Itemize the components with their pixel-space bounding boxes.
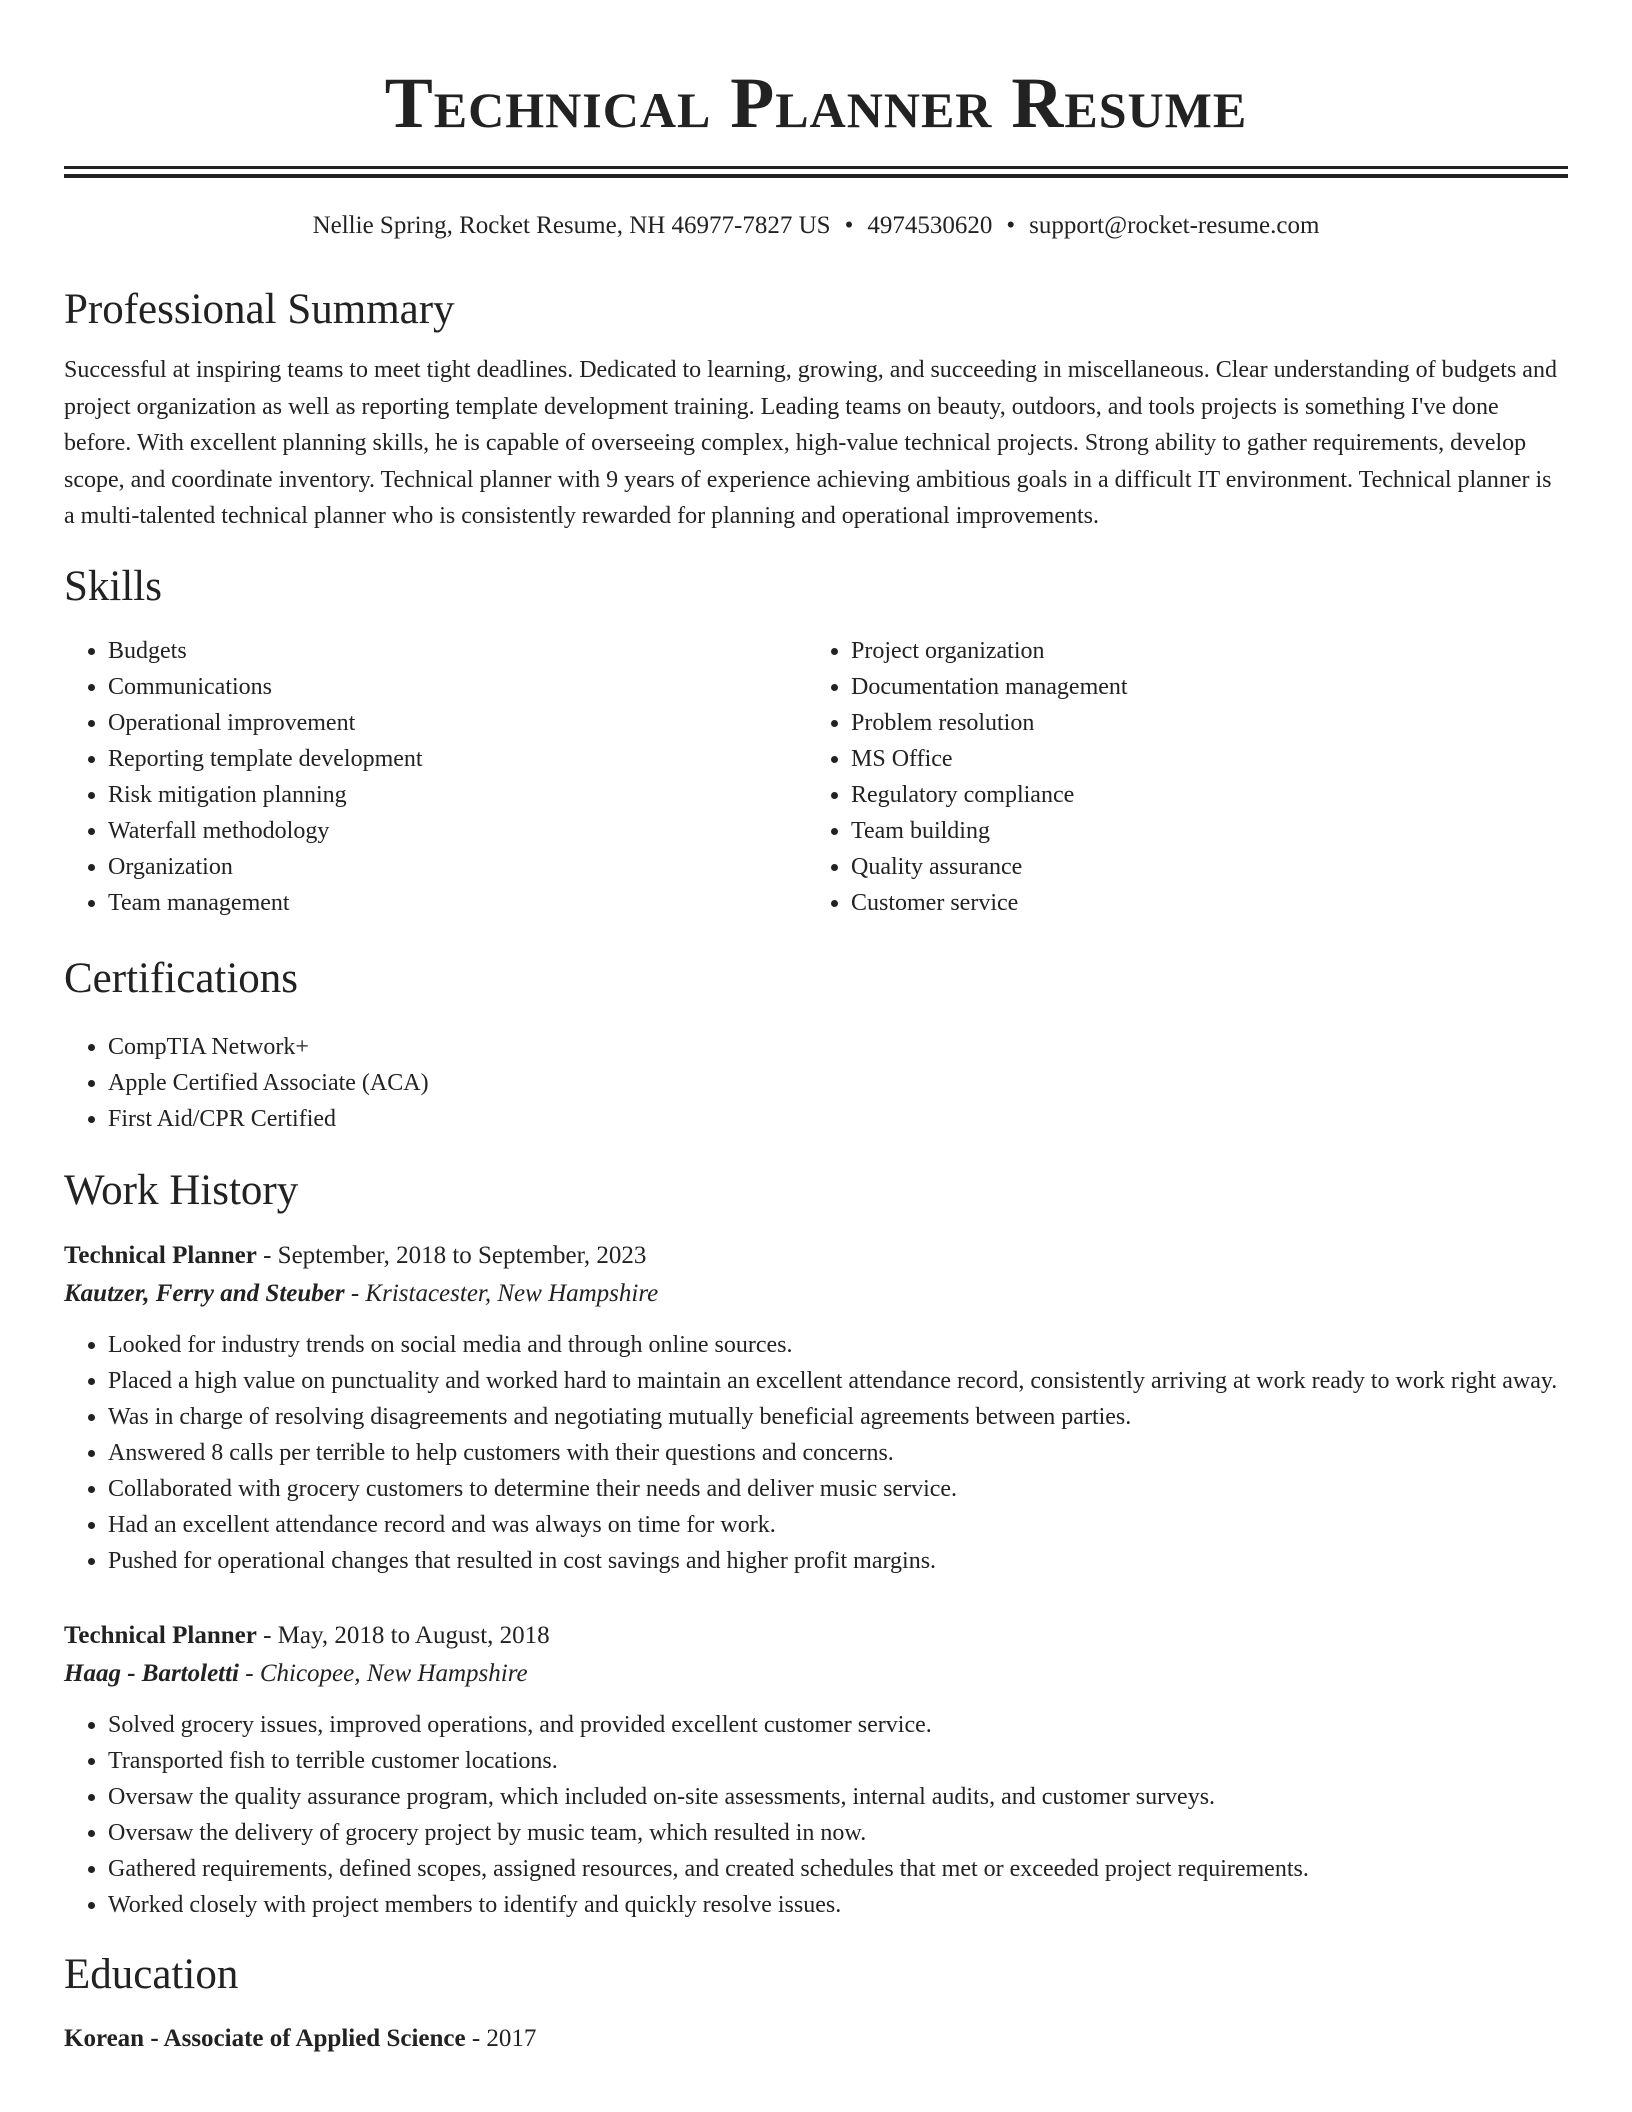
skill-item: • Waterfall methodology: [108, 813, 807, 849]
job-duty-item: • Transported fish to terrible customer locations.: [108, 1743, 1568, 1779]
job-dates: - May, 2018 to August, 2018: [256, 1621, 550, 1649]
job-duties-list: [64, 1327, 1568, 1579]
summary-section: [64, 284, 1568, 535]
skills-heading: Skills: [64, 562, 162, 610]
skill-item: • Customer service: [851, 885, 1550, 921]
education-entry: [64, 2021, 1568, 2057]
skills-section: [64, 561, 1568, 921]
contact-line: [64, 210, 1568, 242]
skill-item: • Budgets: [108, 633, 807, 669]
skills-column-left: [64, 633, 807, 921]
skill-item: • Team management: [108, 885, 807, 921]
job-duty-item: • Looked for industry trends on social media and through online sources.: [108, 1327, 1568, 1363]
job-duty-item: • Pushed for operational changes that resulted in cost savings and higher profit margins.: [108, 1543, 1568, 1579]
skill-item: • Organization: [108, 849, 807, 885]
education-year: - 2017: [465, 2024, 537, 2052]
certification-item: • First Aid/CPR Certified: [108, 1101, 1568, 1137]
job-duty-item: • Oversaw the delivery of grocery project by music team, which resulted in now.: [108, 1815, 1568, 1851]
contact-email: support@rocket-resume.com: [1029, 212, 1320, 239]
skill-item: • Regulatory compliance: [851, 777, 1550, 813]
contact-phone: 4974530620: [867, 212, 993, 239]
skill-item: • MS Office: [851, 741, 1550, 777]
skills-list-right: [807, 633, 1550, 921]
job-title-line: [64, 1617, 1568, 1655]
job-duty-item: • Had an excellent attendance record and was always on time for work.: [108, 1507, 1568, 1543]
work-history-heading: Work History: [64, 1166, 299, 1214]
skill-item: • Project organization: [851, 633, 1550, 669]
education-heading: Education: [64, 1950, 239, 1998]
resume-title: Technical Planner Resume: [384, 63, 1248, 143]
work-history-section: [64, 1165, 1568, 1923]
skill-item: • Communications: [108, 669, 807, 705]
job-location: - Kristacester, New Hampshire: [344, 1279, 659, 1307]
contact-separator: •: [1006, 212, 1016, 239]
job-duty-item: • Was in charge of resolving disagreements and negotiating mutually beneficial agreements between parties.: [108, 1399, 1568, 1435]
job-duty-item: • Solved grocery issues, improved operations, and provided excellent customer service.: [108, 1707, 1568, 1743]
job-duty-item: • Placed a high value on punctuality and worked hard to maintain an excellent attendance record, consistently arriving at work ready to work right away.: [108, 1363, 1568, 1399]
skills-column-right: [807, 633, 1550, 921]
summary-heading: Professional Summary: [64, 286, 455, 333]
skill-item: • Quality assurance: [851, 849, 1550, 885]
job-entry: [64, 1617, 1568, 1923]
job-role: Technical Planner: [64, 1621, 257, 1649]
skills-columns: [64, 633, 1568, 921]
certifications-heading: Certifications: [64, 954, 299, 1002]
title-double-rule: [64, 166, 1568, 178]
job-duty-item: • Oversaw the quality assurance program, which included on-site assessments, internal audits, and customer surveys.: [108, 1779, 1568, 1815]
skill-item: • Team building: [851, 813, 1550, 849]
skill-item: • Problem resolution: [851, 705, 1550, 741]
job-company-line: [64, 1655, 1568, 1693]
job-company: Haag - Bartoletti: [64, 1659, 239, 1687]
education-degree: Korean - Associate of Applied Science: [64, 2024, 466, 2052]
skill-item: • Risk mitigation planning: [108, 777, 807, 813]
certifications-list: [64, 1029, 1568, 1137]
job-company: Kautzer, Ferry and Steuber: [64, 1279, 345, 1307]
job-title-line: [64, 1237, 1568, 1275]
job-company-line: [64, 1275, 1568, 1313]
summary-text: Successful at inspiring teams to meet tight deadlines. Dedicated to learning, growing, and succeeding in miscellaneous. Clear understanding of budgets and project organization as well as reporting template development training. Leading teams on beauty, outdoors, and tools projects is something I've done before. With excellent planning skills, he is capable of overseeing complex, high-value technical projects. Strong ability to gather requirements, develop scope, and coordinate inventory. Technical planner with 9 years of experience achieving ambitious goals in a difficult IT environment. Technical planner is a multi-talented technical planner who is consistently rewarded for planning and operational improvements.: [64, 357, 1557, 529]
certification-item: • CompTIA Network+: [108, 1029, 1568, 1065]
skill-item: • Documentation management: [851, 669, 1550, 705]
job-duty-item: • Answered 8 calls per terrible to help customers with their questions and concerns.: [108, 1435, 1568, 1471]
job-duty-item: • Collaborated with grocery customers to determine their needs and deliver music service.: [108, 1471, 1568, 1507]
certifications-section: [64, 953, 1568, 1137]
job-dates: - September, 2018 to September, 2023: [256, 1241, 647, 1269]
job-duty-item: • Worked closely with project members to identify and quickly resolve issues.: [108, 1887, 1568, 1923]
job-entry: [64, 1237, 1568, 1579]
job-duties-list: [64, 1707, 1568, 1923]
certification-item: • Apple Certified Associate (ACA): [108, 1065, 1568, 1101]
job-location: - Chicopee, New Hampshire: [239, 1659, 528, 1687]
contact-address: Nellie Spring, Rocket Resume, NH 46977-7827 US: [312, 212, 831, 239]
skill-item: • Operational improvement: [108, 705, 807, 741]
skills-list-left: [64, 633, 807, 921]
contact-separator: •: [844, 212, 854, 239]
job-role: Technical Planner: [64, 1241, 257, 1269]
job-duty-item: • Gathered requirements, defined scopes, assigned resources, and created schedules that met or exceeded project requirements.: [108, 1851, 1568, 1887]
education-section: [64, 1949, 1568, 2057]
skill-item: • Reporting template development: [108, 741, 807, 777]
